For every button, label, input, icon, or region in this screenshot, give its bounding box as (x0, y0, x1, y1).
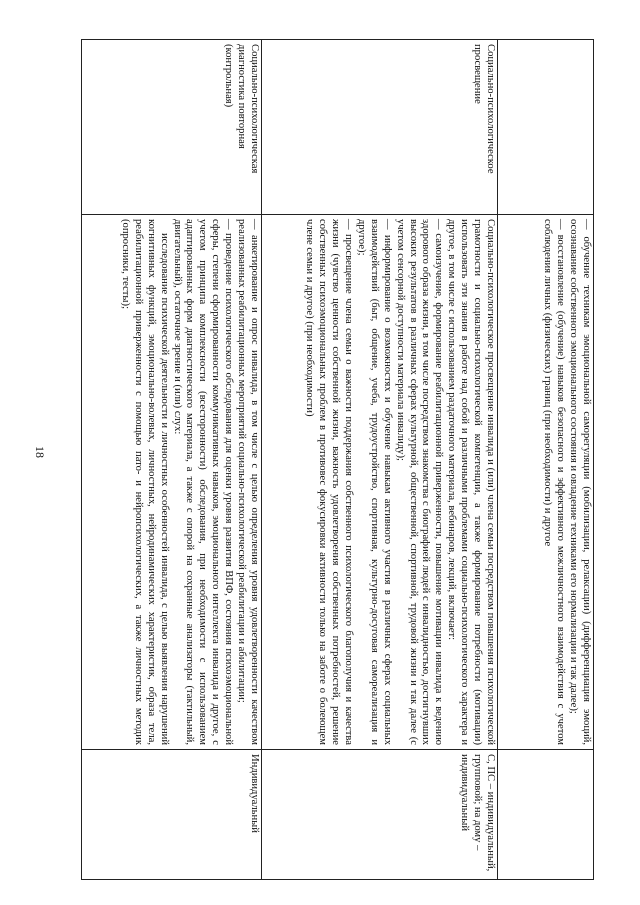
rotated-table-container (81, 39, 594, 879)
table-row (498, 40, 594, 880)
measure-name-cell: Социально-психологическая диагностика повторная (контрольная) (82, 40, 262, 215)
content-paragraph: Социально-психологическое просвещение инвалида и (или) члена семьи посредством повышения психологической грамотности и социально-психологической компетенции, а также формирование потребности (мотивации) использовать эти знания в работе над собой и различными проблемами социально-психологического характера и другое, в том числе с использованием раздаточного материала, вебинаров, лекций, включает: (446, 219, 496, 745)
content-paragraph: — самоизучение, формирование реабилитационной приверженности, повышение мотивации инвалида к ведению здорового образа жизни, в том числе посредством знакомства с биографией людей с инвалидностью, достигнувших высоких результатов в различных сферах культурной, общественной, спортивной, трудовой жизни и так далее (с учетом сенсорной доступности материала инвалиду); (394, 219, 445, 745)
rehabilitation-table (81, 39, 594, 880)
content-paragraph: — обучение техникам эмоциональной саморегуляции (мобилизации, релаксации) (дифференциация эмоций, осознавание собственного эмоционального состояния и овладение техниками его нормализации и так далее); (568, 219, 592, 745)
measure-name-cell: Социально-психологическое просвещение (262, 40, 498, 215)
measure-name-cell (498, 40, 594, 215)
measure-content-cell (262, 215, 498, 750)
table-row (262, 40, 498, 880)
content-paragraph: — просвещение члена семьи о важности поддержания собственного психологического благополучия и качества жизни (чувство ценности собственной жизни, важность удовлетворения собственных потребностей, решение собственных психоэмоциональных проблем в противовес фокусировки активности только на заботе о болеющем члене семьи и другое) (при необходимости) (304, 219, 355, 745)
measure-content-cell (498, 215, 594, 750)
page-number: 18 (33, 446, 47, 458)
content-paragraph: — информирование о возможностях и обучение навыкам активного участия в различных сферах социальных взаимодействий (быт, общение, учеба, трудоустройство, спортивная, культурно-досуговая самореализация и другое); (355, 219, 393, 745)
form-cell: Индивидуальный (82, 750, 262, 880)
content-paragraph: исследование психической деятельности и личностных особенностей инвалида, с целью выявления нарушений когнитивных функций, эмоционально-волевых, личностных, нейродинамических характеристик, образа тела, реабилитационной приверженности с помощью пато- и нейропсихологических, а также личностных методик (опросники, тесты); (119, 219, 170, 745)
measure-content-cell (82, 215, 262, 750)
content-paragraph: — анкетирование и опрос инвалида, в том числе с целью определения уровня удовлетворенности качеством реализованных реабилитационных мероприятий социально-психологической реабилитации и абилитации; (236, 219, 260, 745)
form-cell (498, 750, 594, 880)
content-paragraph: — восстановление (обучение) навыков безопасного и эффективного межличностного взаимодействия с учетом соблюдения личных (физических) границ (при необходимости) и другое (542, 219, 567, 745)
table-row (82, 40, 262, 880)
form-cell: С, ПС – индивидуальный, групповой; на дому – индивидуальный (262, 750, 498, 880)
content-paragraph: — проведение психологического обследования для оценки уровня развития ВПФ, состояния психоэмоциональной сферы, степени сформированности коммуникативных навыков, эмоционального интеллекта инвалида и другое, с учетом принципа комплексности (всесторонности) обследования, при необходимости с использованием адаптированных форм диагностического материала, а также с опорой на сохранные анализаторы (тактильный, двигательный), остаточное зрение и (или) слух: (171, 219, 235, 745)
